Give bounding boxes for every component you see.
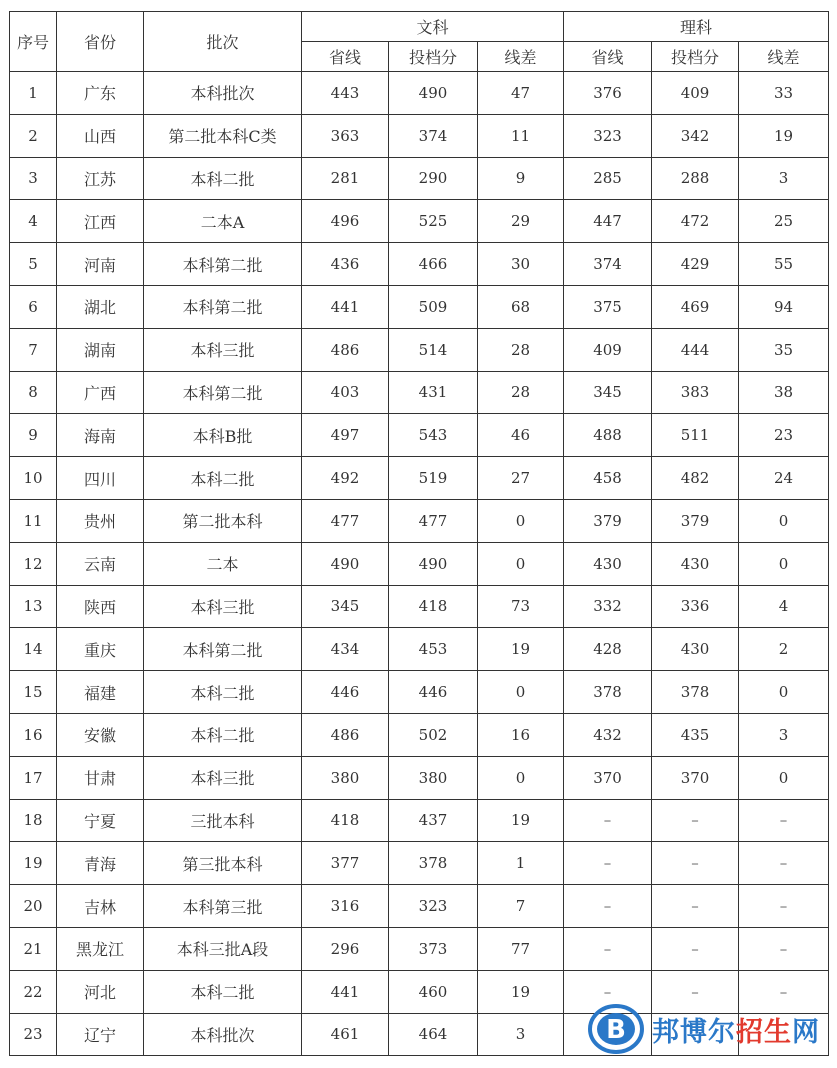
cell-arts-filing-score: 437 — [389, 799, 478, 842]
table-row — [10, 713, 829, 756]
cell-arts-filing-score: 290 — [389, 157, 478, 200]
cell-batch: 第二批本科C类 — [144, 114, 302, 157]
cell-arts-filing-score: 477 — [389, 499, 478, 542]
cell-arts-line-diff: 28 — [478, 328, 564, 371]
cell-science-provincial-line: 345 — [564, 371, 652, 414]
cell-arts-line-diff: 0 — [478, 542, 564, 585]
table-row — [10, 457, 829, 500]
table-row — [10, 842, 829, 885]
cell-science-provincial-line: 376 — [564, 72, 652, 115]
cell-science-line-diff: 55 — [739, 243, 829, 286]
cell-arts-filing-score: 525 — [389, 200, 478, 243]
cell-province: 云南 — [57, 542, 144, 585]
table-row — [10, 671, 829, 714]
cell-seq: 4 — [10, 200, 57, 243]
cell-batch: 二本A — [144, 200, 302, 243]
cell-batch: 本科三批 — [144, 756, 302, 799]
cell-science-filing-score: 379 — [652, 499, 739, 542]
cell-arts-filing-score: 380 — [389, 756, 478, 799]
table-row — [10, 585, 829, 628]
cell-province: 山西 — [57, 114, 144, 157]
cell-science-filing-score: 430 — [652, 628, 739, 671]
cell-science-filing-score: 378 — [652, 671, 739, 714]
cell-seq: 6 — [10, 285, 57, 328]
cell-province: 陕西 — [57, 585, 144, 628]
table-row — [10, 927, 829, 970]
cell-arts-filing-score: 509 — [389, 285, 478, 328]
cell-arts-provincial-line: 418 — [302, 799, 389, 842]
cell-science-provincial-line: 447 — [564, 200, 652, 243]
cell-seq: 19 — [10, 842, 57, 885]
header-science-line-diff: 线差 — [739, 42, 829, 72]
cell-arts-line-diff: 11 — [478, 114, 564, 157]
cell-arts-provincial-line: 363 — [302, 114, 389, 157]
cell-arts-filing-score: 453 — [389, 628, 478, 671]
cell-science-provincial-line: 375 — [564, 285, 652, 328]
header-arts-filing-score: 投档分 — [389, 42, 478, 72]
cell-science-provincial-line: – — [564, 842, 652, 885]
cell-seq: 8 — [10, 371, 57, 414]
cell-arts-line-diff: 29 — [478, 200, 564, 243]
cell-batch: 本科第二批 — [144, 628, 302, 671]
cell-science-filing-score: 342 — [652, 114, 739, 157]
cell-seq: 22 — [10, 970, 57, 1013]
cell-arts-provincial-line: 446 — [302, 671, 389, 714]
cell-seq: 11 — [10, 499, 57, 542]
cell-seq: 15 — [10, 671, 57, 714]
cell-arts-provincial-line: 316 — [302, 885, 389, 928]
cell-arts-filing-score: 323 — [389, 885, 478, 928]
cell-province: 吉林 — [57, 885, 144, 928]
cell-batch: 第二批本科 — [144, 499, 302, 542]
admission-score-table-container — [9, 11, 828, 1056]
cell-seq: 21 — [10, 927, 57, 970]
cell-arts-filing-score: 378 — [389, 842, 478, 885]
cell-science-line-diff: 3 — [739, 713, 829, 756]
header-science: 理科 — [564, 12, 829, 42]
table-row — [10, 885, 829, 928]
cell-seq: 12 — [10, 542, 57, 585]
cell-batch: 本科B批 — [144, 414, 302, 457]
table-row — [10, 200, 829, 243]
cell-batch: 本科批次 — [144, 1013, 302, 1056]
cell-science-filing-score: – — [652, 927, 739, 970]
table-row — [10, 542, 829, 585]
site-watermark — [586, 1003, 830, 1059]
cell-province: 宁夏 — [57, 799, 144, 842]
cell-arts-provincial-line: 377 — [302, 842, 389, 885]
cell-seq: 9 — [10, 414, 57, 457]
header-science-provincial-line: 省线 — [564, 42, 652, 72]
table-row — [10, 371, 829, 414]
cell-arts-line-diff: 46 — [478, 414, 564, 457]
cell-province: 安徽 — [57, 713, 144, 756]
cell-province: 广西 — [57, 371, 144, 414]
cell-batch: 本科第二批 — [144, 285, 302, 328]
cell-arts-filing-score: 519 — [389, 457, 478, 500]
cell-batch: 本科二批 — [144, 457, 302, 500]
cell-arts-line-diff: 77 — [478, 927, 564, 970]
cell-science-provincial-line: 409 — [564, 328, 652, 371]
cell-arts-line-diff: 7 — [478, 885, 564, 928]
cell-science-line-diff: 3 — [739, 157, 829, 200]
cell-seq: 23 — [10, 1013, 57, 1056]
logo-letter: B — [606, 1015, 626, 1045]
cell-seq: 7 — [10, 328, 57, 371]
cell-arts-filing-score: 431 — [389, 371, 478, 414]
cell-arts-provincial-line: 345 — [302, 585, 389, 628]
cell-seq: 5 — [10, 243, 57, 286]
cell-province: 海南 — [57, 414, 144, 457]
cell-arts-line-diff: 0 — [478, 499, 564, 542]
cell-science-line-diff: 0 — [739, 542, 829, 585]
cell-arts-provincial-line: 441 — [302, 970, 389, 1013]
cell-science-line-diff: 0 — [739, 756, 829, 799]
cell-arts-filing-score: 502 — [389, 713, 478, 756]
cell-science-filing-score: 409 — [652, 72, 739, 115]
cell-arts-provincial-line: 281 — [302, 157, 389, 200]
header-science-filing-score: 投档分 — [652, 42, 739, 72]
cell-science-line-diff: 38 — [739, 371, 829, 414]
watermark-text-b: 招生 — [736, 1017, 792, 1048]
cell-arts-filing-score: 543 — [389, 414, 478, 457]
header-province: 省份 — [57, 12, 144, 72]
cell-arts-line-diff: 19 — [478, 970, 564, 1013]
cell-arts-provincial-line: 492 — [302, 457, 389, 500]
cell-seq: 16 — [10, 713, 57, 756]
cell-province: 河北 — [57, 970, 144, 1013]
cell-arts-line-diff: 30 — [478, 243, 564, 286]
cell-science-filing-score: 435 — [652, 713, 739, 756]
cell-arts-line-diff: 47 — [478, 72, 564, 115]
table-row — [10, 799, 829, 842]
cell-arts-filing-score: 490 — [389, 72, 478, 115]
cell-science-provincial-line: 379 — [564, 499, 652, 542]
cell-province: 江苏 — [57, 157, 144, 200]
cell-arts-line-diff: 27 — [478, 457, 564, 500]
cell-arts-provincial-line: 403 — [302, 371, 389, 414]
cell-science-provincial-line: 285 — [564, 157, 652, 200]
cell-science-line-diff: – — [739, 970, 829, 1013]
cell-arts-filing-score: 374 — [389, 114, 478, 157]
cell-seq: 14 — [10, 628, 57, 671]
cell-science-filing-score: – — [652, 885, 739, 928]
cell-science-filing-score: – — [652, 970, 739, 1013]
cell-arts-provincial-line: 434 — [302, 628, 389, 671]
cell-seq: 18 — [10, 799, 57, 842]
cell-province: 黑龙江 — [57, 927, 144, 970]
cell-seq: 10 — [10, 457, 57, 500]
cell-science-line-diff: 23 — [739, 414, 829, 457]
cell-batch: 本科二批 — [144, 671, 302, 714]
cell-science-provincial-line: 432 — [564, 713, 652, 756]
cell-arts-provincial-line: 443 — [302, 72, 389, 115]
cell-batch: 本科二批 — [144, 713, 302, 756]
cell-province: 湖南 — [57, 328, 144, 371]
cell-science-provincial-line: 374 — [564, 243, 652, 286]
cell-arts-filing-score: 464 — [389, 1013, 478, 1056]
cell-arts-line-diff: 28 — [478, 371, 564, 414]
cell-arts-provincial-line: 490 — [302, 542, 389, 585]
cell-science-line-diff: 25 — [739, 200, 829, 243]
cell-batch: 本科第三批 — [144, 885, 302, 928]
cell-arts-line-diff: 1 — [478, 842, 564, 885]
table-row — [10, 628, 829, 671]
cell-arts-provincial-line: 380 — [302, 756, 389, 799]
cell-batch: 第三批本科 — [144, 842, 302, 885]
table-body — [10, 72, 829, 1056]
cell-science-filing-score: 482 — [652, 457, 739, 500]
cell-province: 江西 — [57, 200, 144, 243]
cell-science-line-diff: 0 — [739, 671, 829, 714]
cell-science-line-diff: – — [739, 885, 829, 928]
cell-science-provincial-line: 378 — [564, 671, 652, 714]
cell-arts-provincial-line: 486 — [302, 328, 389, 371]
watermark-text-a: 邦博尔 — [652, 1017, 736, 1048]
cell-arts-line-diff: 9 — [478, 157, 564, 200]
cell-batch: 本科三批 — [144, 328, 302, 371]
cell-science-provincial-line: 488 — [564, 414, 652, 457]
cell-science-provincial-line: – — [564, 927, 652, 970]
cell-batch: 本科三批 — [144, 585, 302, 628]
cell-science-filing-score: – — [652, 799, 739, 842]
cell-batch: 本科二批 — [144, 157, 302, 200]
admission-score-table — [9, 11, 829, 1056]
cell-science-filing-score: 429 — [652, 243, 739, 286]
cell-science-line-diff: 35 — [739, 328, 829, 371]
header-arts-provincial-line: 省线 — [302, 42, 389, 72]
cell-science-line-diff: 4 — [739, 585, 829, 628]
cell-batch: 二本 — [144, 542, 302, 585]
cell-science-line-diff: 94 — [739, 285, 829, 328]
cell-science-filing-score: 511 — [652, 414, 739, 457]
cell-arts-filing-score: 373 — [389, 927, 478, 970]
table-row — [10, 157, 829, 200]
table-row — [10, 414, 829, 457]
cell-arts-provincial-line: 497 — [302, 414, 389, 457]
cell-arts-line-diff: 19 — [478, 628, 564, 671]
cell-science-provincial-line: 332 — [564, 585, 652, 628]
cell-arts-line-diff: 0 — [478, 671, 564, 714]
cell-arts-line-diff: 16 — [478, 713, 564, 756]
header-batch: 批次 — [144, 12, 302, 72]
cell-province: 湖北 — [57, 285, 144, 328]
header-seq: 序号 — [10, 12, 57, 72]
header-arts-line-diff: 线差 — [478, 42, 564, 72]
cell-province: 广东 — [57, 72, 144, 115]
cell-arts-filing-score: 466 — [389, 243, 478, 286]
cell-arts-line-diff: 68 — [478, 285, 564, 328]
cell-science-line-diff: 33 — [739, 72, 829, 115]
cell-seq: 17 — [10, 756, 57, 799]
header-arts: 文科 — [302, 12, 564, 42]
cell-arts-line-diff: 19 — [478, 799, 564, 842]
cell-science-line-diff: 2 — [739, 628, 829, 671]
cell-science-provincial-line: – — [564, 799, 652, 842]
bangboer-logo-icon — [588, 1003, 644, 1055]
cell-science-filing-score: 288 — [652, 157, 739, 200]
cell-science-provincial-line: – — [564, 970, 652, 1013]
cell-science-filing-score: 472 — [652, 200, 739, 243]
cell-province: 甘肃 — [57, 756, 144, 799]
cell-seq: 1 — [10, 72, 57, 115]
cell-science-filing-score: 430 — [652, 542, 739, 585]
cell-arts-provincial-line: 461 — [302, 1013, 389, 1056]
cell-arts-provincial-line: 436 — [302, 243, 389, 286]
cell-seq: 20 — [10, 885, 57, 928]
cell-science-provincial-line: 370 — [564, 756, 652, 799]
cell-science-line-diff: – — [739, 842, 829, 885]
cell-batch: 本科二批 — [144, 970, 302, 1013]
table-row — [10, 328, 829, 371]
cell-province: 河南 — [57, 243, 144, 286]
cell-seq: 2 — [10, 114, 57, 157]
cell-science-filing-score: – — [652, 842, 739, 885]
cell-arts-filing-score: 418 — [389, 585, 478, 628]
cell-science-line-diff: 0 — [739, 499, 829, 542]
cell-science-line-diff: – — [739, 927, 829, 970]
cell-science-line-diff: – — [739, 799, 829, 842]
cell-province: 辽宁 — [57, 1013, 144, 1056]
cell-science-filing-score: 336 — [652, 585, 739, 628]
table-row — [10, 114, 829, 157]
cell-science-line-diff: 19 — [739, 114, 829, 157]
cell-province: 四川 — [57, 457, 144, 500]
cell-batch: 本科三批A段 — [144, 927, 302, 970]
cell-province: 青海 — [57, 842, 144, 885]
cell-science-provincial-line: 323 — [564, 114, 652, 157]
cell-arts-filing-score: 460 — [389, 970, 478, 1013]
cell-arts-provincial-line: 486 — [302, 713, 389, 756]
cell-seq: 13 — [10, 585, 57, 628]
cell-science-provincial-line: – — [564, 885, 652, 928]
cell-batch: 本科批次 — [144, 72, 302, 115]
cell-arts-provincial-line: 441 — [302, 285, 389, 328]
cell-arts-filing-score: 446 — [389, 671, 478, 714]
cell-batch: 三批本科 — [144, 799, 302, 842]
cell-science-provincial-line: 430 — [564, 542, 652, 585]
cell-science-provincial-line: 428 — [564, 628, 652, 671]
cell-arts-provincial-line: 296 — [302, 927, 389, 970]
cell-arts-line-diff: 3 — [478, 1013, 564, 1056]
cell-arts-provincial-line: 477 — [302, 499, 389, 542]
cell-province: 福建 — [57, 671, 144, 714]
table-row — [10, 499, 829, 542]
cell-science-filing-score: 469 — [652, 285, 739, 328]
cell-arts-line-diff: 0 — [478, 756, 564, 799]
cell-science-filing-score: 383 — [652, 371, 739, 414]
cell-batch: 本科第二批 — [144, 371, 302, 414]
table-row — [10, 72, 829, 115]
cell-science-filing-score: 370 — [652, 756, 739, 799]
cell-batch: 本科第二批 — [144, 243, 302, 286]
table-row — [10, 756, 829, 799]
watermark-text-c: 网 — [792, 1017, 820, 1048]
cell-arts-line-diff: 73 — [478, 585, 564, 628]
cell-province: 贵州 — [57, 499, 144, 542]
cell-science-line-diff: 24 — [739, 457, 829, 500]
cell-province: 重庆 — [57, 628, 144, 671]
cell-arts-provincial-line: 496 — [302, 200, 389, 243]
cell-science-filing-score: 444 — [652, 328, 739, 371]
cell-seq: 3 — [10, 157, 57, 200]
table-row — [10, 285, 829, 328]
cell-arts-filing-score: 490 — [389, 542, 478, 585]
cell-science-provincial-line: 458 — [564, 457, 652, 500]
watermark-text — [652, 1010, 820, 1049]
table-row — [10, 243, 829, 286]
cell-arts-filing-score: 514 — [389, 328, 478, 371]
